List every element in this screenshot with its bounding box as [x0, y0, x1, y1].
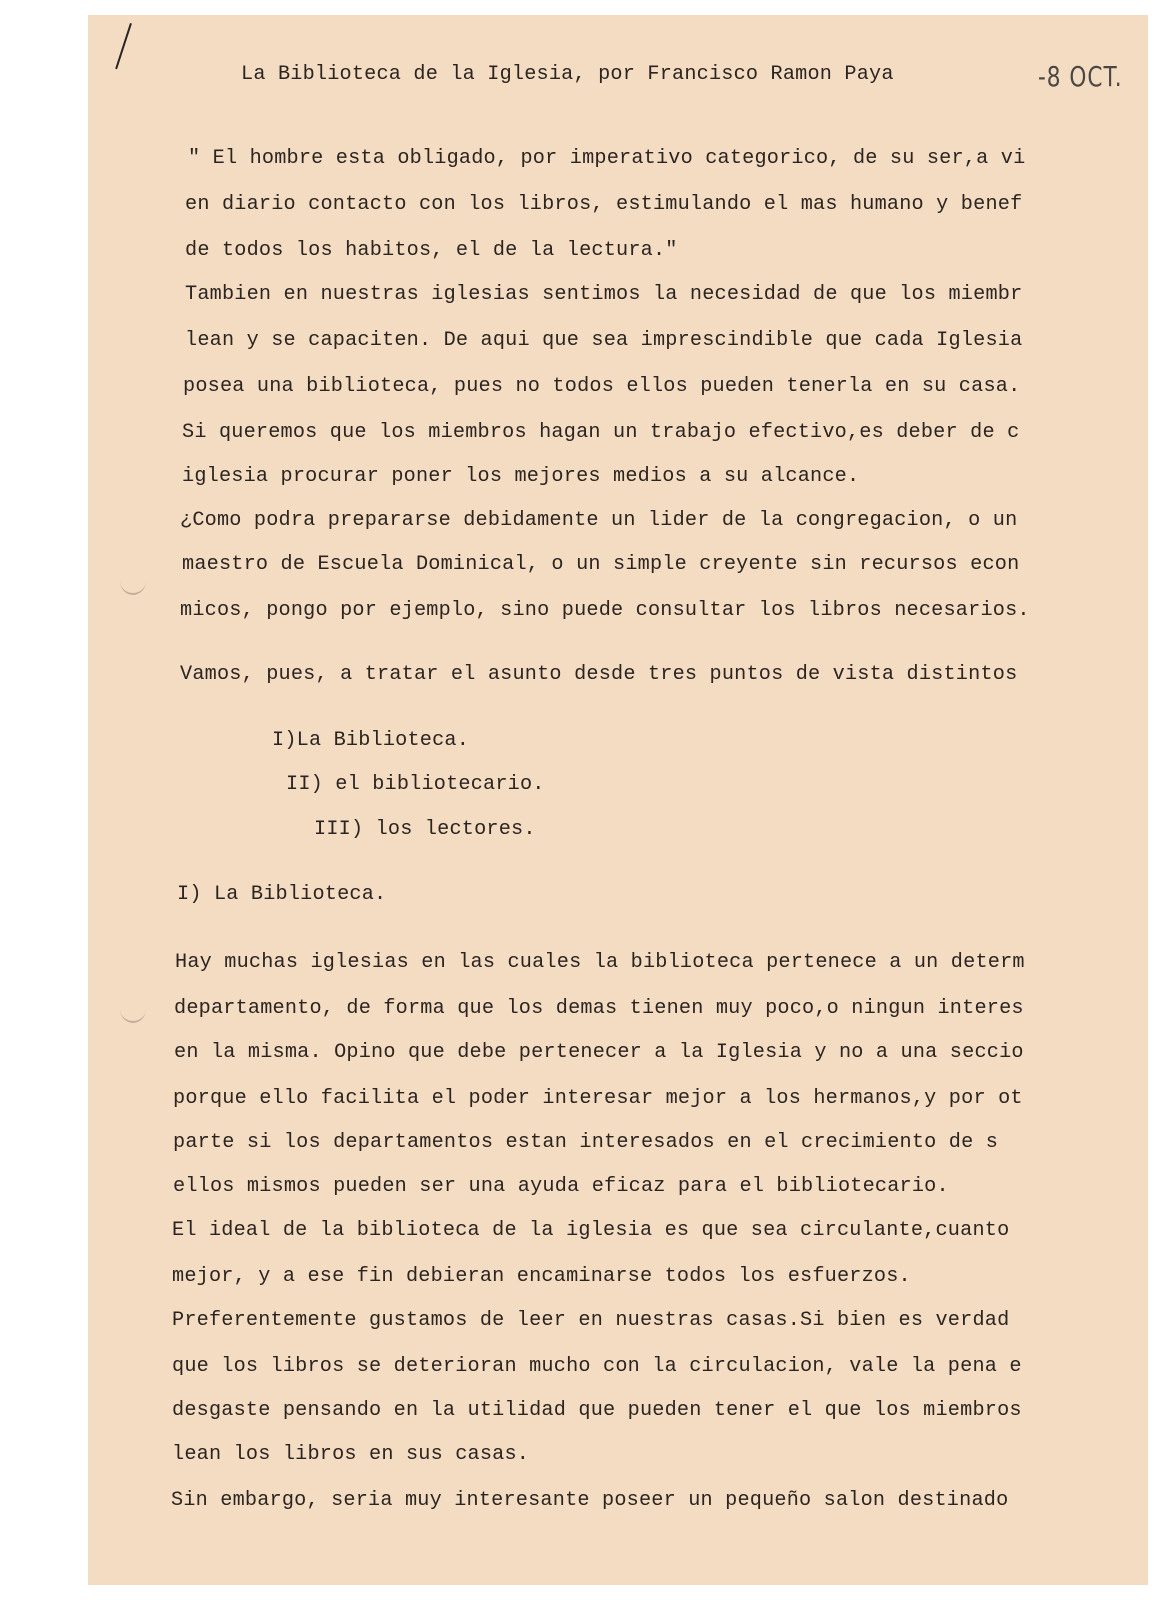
text-line: Tambien en nuestras iglesias sentimos la necesidad de que los miembr — [185, 283, 1023, 306]
text-line: departamento, de forma que los demas tienen muy poco,o ningun interes — [174, 997, 1024, 1020]
text-line: Preferentemente gustamos de leer en nuestras casas.Si bien es verdad — [172, 1309, 1010, 1332]
text-line: que los libros se deterioran mucho con la circulacion, vale la pena e — [172, 1355, 1022, 1378]
punch-hole — [120, 995, 146, 1023]
text-line: iglesia procurar poner los mejores medios a su alcance. — [182, 465, 860, 488]
outline-item: I)La Biblioteca. — [272, 729, 470, 752]
text-line: El ideal de la biblioteca de la iglesia es que sea circulante,cuanto — [172, 1219, 1010, 1242]
outline-item: II) el bibliotecario. — [286, 773, 545, 796]
text-line: desgaste pensando en la utilidad que pueden tener el que los miembros — [172, 1399, 1022, 1422]
text-line: lean los libros en sus casas. — [172, 1443, 530, 1466]
text-line: posea una biblioteca, pues no todos ellos pueden tenerla en su casa. — [183, 375, 1021, 398]
document-title: La Biblioteca de la Iglesia, por Francisco Ramon Paya — [241, 63, 894, 86]
typewritten-sheet — [88, 15, 1148, 1585]
text-line: en la misma. Opino que debe pertenecer a la Iglesia y no a una seccio — [174, 1041, 1024, 1064]
outline-item: III) los lectores. — [314, 818, 536, 841]
date-stamp: -8 OCT. — [1038, 60, 1123, 94]
punch-hole — [120, 567, 146, 595]
pen-tick-mark — [115, 23, 132, 69]
text-line: maestro de Escuela Dominical, o un simple creyente sin recursos econ — [182, 553, 1020, 576]
text-line: de todos los habitos, el de la lectura." — [185, 239, 678, 262]
text-line: Sin embargo, seria muy interesante poseer un pequeño salon destinado — [171, 1489, 1009, 1512]
text-line: Hay muchas iglesias en las cuales la biblioteca pertenece a un determ — [175, 951, 1025, 974]
text-line: micos, pongo por ejemplo, sino puede consultar los libros necesarios. — [180, 599, 1030, 622]
section-heading: I) La Biblioteca. — [177, 883, 387, 906]
text-line: ¿Como podra prepararse debidamente un lider de la congregacion, o un — [180, 509, 1018, 532]
text-line: en diario contacto con los libros, estimulando el mas humano y benef — [185, 193, 1023, 216]
text-line: Vamos, pues, a tratar el asunto desde tres puntos de vista distintos — [180, 663, 1018, 686]
text-line: porque ello facilita el poder interesar mejor a los hermanos,y por ot — [173, 1087, 1023, 1110]
text-line: ellos mismos pueden ser una ayuda eficaz para el bibliotecario. — [173, 1175, 949, 1198]
text-line: Si queremos que los miembros hagan un trabajo efectivo,es deber de c — [182, 421, 1020, 444]
text-line: " El hombre esta obligado, por imperativo categorico, de su ser,a vi — [188, 147, 1026, 170]
text-line: parte si los departamentos estan interesados en el crecimiento de s — [173, 1131, 999, 1154]
text-line: mejor, y a ese fin debieran encaminarse todos los esfuerzos. — [172, 1265, 911, 1288]
text-line: lean y se capaciten. De aqui que sea imprescindible que cada Iglesia — [185, 329, 1023, 352]
